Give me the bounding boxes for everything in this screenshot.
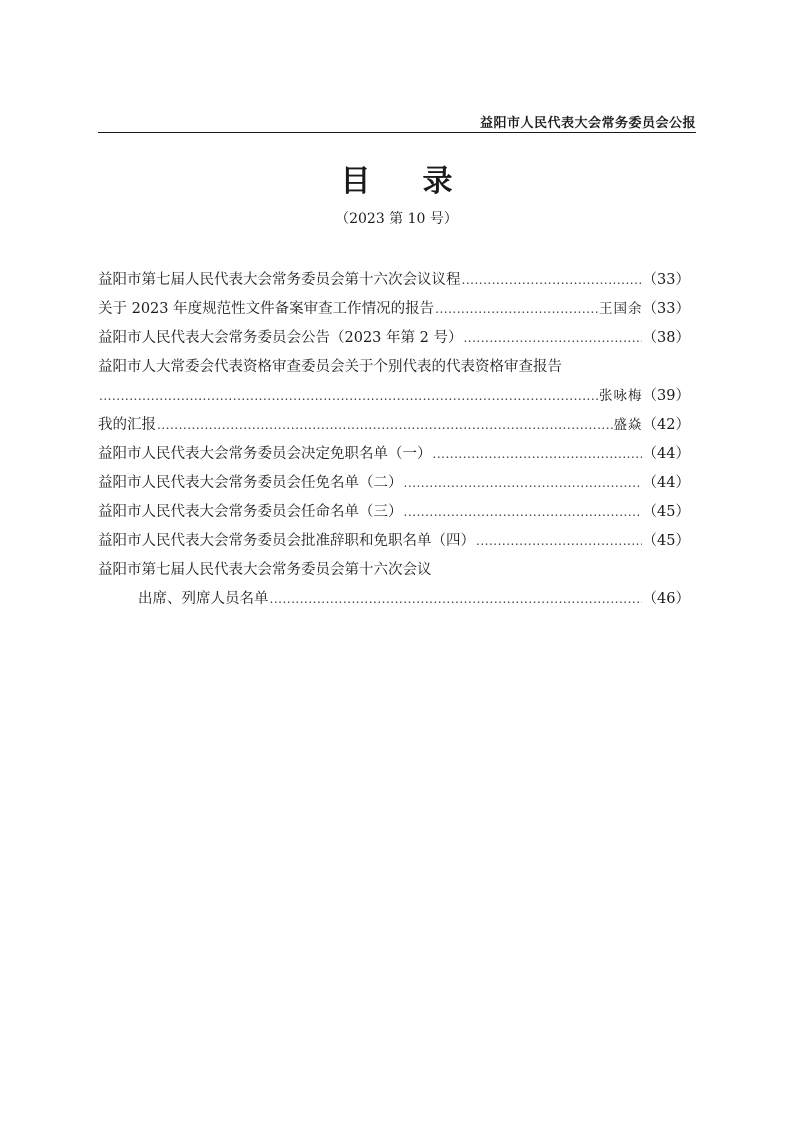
table-of-contents [98, 266, 690, 614]
toc-entry-title-continued: 出席、列席人员名单 [138, 591, 269, 607]
dot-leader [99, 382, 598, 411]
dot-leader [476, 527, 642, 556]
toc-entry[interactable] [98, 440, 690, 469]
toc-entry-page: （45） [642, 504, 690, 520]
toc-entry-continuation[interactable] [98, 585, 690, 614]
toc-entry[interactable] [98, 469, 690, 498]
toc-entry-title: 益阳市人民代表大会常务委员会任免名单（二） [98, 475, 403, 491]
toc-entry-title: 益阳市人民代表大会常务委员会批准辞职和免职名单（四） [98, 533, 475, 549]
toc-entry[interactable] [98, 411, 690, 440]
toc-entry[interactable] [98, 295, 690, 324]
publication-title: 益阳市人民代表大会常务委员会公报 [479, 116, 696, 131]
toc-entry-page: （33） [642, 272, 690, 288]
dot-leader [463, 324, 641, 353]
toc-entry-author: 盛焱 [613, 417, 643, 433]
toc-entry-title: 我的汇报 [98, 417, 156, 433]
toc-entry[interactable] [98, 498, 690, 527]
toc-entry-page: （39） [642, 388, 690, 404]
toc-entry[interactable] [98, 266, 690, 295]
dot-leader [462, 266, 642, 295]
toc-entry-title[interactable]: 益阳市人大常委会代表资格审查委员会关于个别代表的代表资格审查报告 [98, 359, 562, 375]
toc-entry-page: （42） [642, 417, 690, 433]
toc-entry-continuation[interactable] [98, 382, 690, 411]
page-title: 目录 [340, 164, 505, 199]
toc-entry-title: 益阳市第七届人民代表大会常务委员会第十六次会议议程 [98, 272, 461, 288]
toc-entry-page: （44） [642, 475, 690, 491]
toc-entry-title: 益阳市人民代表大会常务委员会任命名单（三） [98, 504, 403, 520]
dot-leader [435, 295, 598, 324]
toc-entry-page: （45） [642, 533, 690, 549]
issue-number: （2023 第 10 号） [335, 211, 458, 227]
toc-entry[interactable] [98, 324, 690, 353]
toc-entry-author: 张咏梅 [599, 388, 643, 404]
dot-leader [433, 440, 642, 469]
running-header [98, 108, 696, 133]
dot-leader [404, 498, 642, 527]
toc-entry-title: 益阳市人民代表大会常务委员会决定免职名单（一） [98, 446, 432, 462]
toc-entry-page: （44） [642, 446, 690, 462]
toc-entry-title: 益阳市人民代表大会常务委员会公告（2023 年第 2 号） [98, 330, 463, 346]
toc-entry[interactable] [98, 527, 690, 556]
dot-leader [270, 585, 642, 614]
dot-leader [157, 411, 613, 440]
toc-entry-title[interactable]: 益阳市第七届人民代表大会常务委员会第十六次会议 [98, 562, 432, 578]
dot-leader [404, 469, 642, 498]
toc-entry-author: 王国余 [599, 301, 643, 317]
toc-entry-page: （38） [642, 330, 690, 346]
toc-entry-title: 关于 2023 年度规范性文件备案审查工作情况的报告 [98, 301, 435, 317]
toc-entry-page: （46） [642, 591, 690, 607]
toc-entry-page: （33） [642, 301, 690, 317]
